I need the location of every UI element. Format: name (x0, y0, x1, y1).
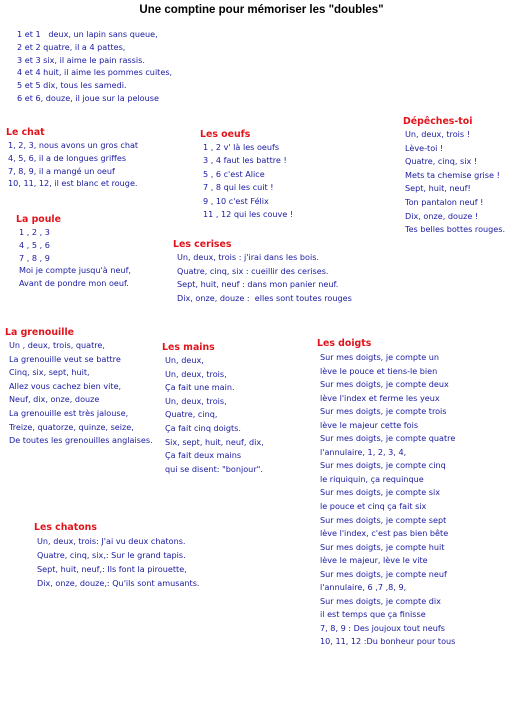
poem-line: Sept, huit, neuf : dans mon panier neuf. (177, 279, 339, 290)
poem-line: Quatre, cinq, six,: Sur le grand tapis. (37, 550, 186, 560)
poem-depeches-toi (400, 115, 505, 237)
poem-line: Quatre, cinq, (165, 409, 218, 420)
poem-line: Dix, onze, douze ! (405, 210, 479, 221)
poem-line: Sur mes doigts, je compte neuf (320, 568, 447, 579)
poem-les-cerises (173, 238, 352, 306)
poem-line: Avant de pondre mon oeuf. (19, 278, 129, 289)
poem-line: 1 et 1 deux, un lapin sans queue, (17, 29, 158, 39)
poem-line: 3 , 4 faut les battre ! (203, 155, 287, 166)
poem-heading: Les mains (162, 342, 215, 353)
poem-line: 4 , 5 , 6 (19, 239, 50, 250)
poem-heading: Dépêches-toi (403, 116, 473, 127)
poem-line: l'annulaire, 1, 2, 3, 4, (320, 446, 407, 457)
poem-line: Un, deux, (165, 355, 204, 365)
poem-les-doigts (317, 337, 455, 649)
poem-line: Sept, huit, neuf! (405, 183, 471, 194)
poem-line: Ça fait cinq doigts. (165, 422, 241, 433)
poem-line: 1, 2, 3, nous avons un gros chat (8, 140, 139, 150)
poem-les-chatons (34, 521, 200, 590)
poem-line: Moi je compte jusqu'à neuf, (19, 265, 131, 276)
poem-la-poule (16, 213, 131, 290)
poem-line: Sur mes doigts, je compte huit (320, 541, 445, 552)
poem-lines (8, 139, 138, 190)
poem-line: Sur mes doigts, je compte six (320, 487, 441, 498)
poem-line: Neuf, dix, onze, douze (9, 394, 100, 405)
poem-line: 9 , 10 c'est Félix (203, 195, 269, 206)
poem-line: 7 , 8 qui les cuit ! (203, 182, 274, 193)
poem-line: 7, 8, 9, il a mangé un oeuf (8, 165, 115, 176)
poem-les-mains (162, 341, 264, 476)
poem-line: le pouce et cinq ça fait six (320, 501, 427, 512)
poem-heading: La grenouille (5, 327, 75, 338)
poem-line: Treize, quatorze, quinze, seize, (9, 421, 134, 432)
poem-line: Sur mes doigts, je compte dix (320, 595, 441, 606)
poem-heading: Les chatons (34, 522, 97, 533)
poem-la-grenouille (5, 326, 153, 448)
poem-lines (9, 339, 153, 448)
poem-line: Un, deux, trois ! (405, 129, 470, 139)
poem-line: Quatre, cinq, six : cueillir des cerises. (177, 265, 329, 276)
poem-line: 6 et 6, douze, il joue sur la pelouse (17, 92, 159, 103)
poem-heading: Les oeufs (200, 129, 251, 140)
poem-line: La grenouille est très jalouse, (9, 407, 129, 418)
poem-line: 3 et 3 six, il aime le pain rassis. (17, 54, 145, 65)
poem-le-chat (6, 126, 138, 190)
poem-line: Sur mes doigts, je compte sept (320, 514, 447, 525)
poem-line: lève l'index, c'est pas bien bête (320, 528, 449, 539)
poem-line: lève le pouce et tiens-le bien (320, 365, 438, 376)
poem-line: Tes belles bottes rouges. (405, 224, 506, 235)
poem-line: le riquiquin, ça requinque (320, 473, 424, 484)
poem-line: Lève-toi ! (405, 142, 444, 153)
intro-lines (17, 28, 172, 105)
poem-heading: La poule (16, 214, 61, 225)
poem-line: 11 , 12 qui les couve ! (203, 209, 294, 220)
poem-line: Un, deux, trois, (165, 368, 227, 379)
poem-lines (405, 128, 505, 237)
poem-line: Sur mes doigts, je compte deux (320, 379, 449, 390)
poem-line: Sur mes doigts, je compte un (320, 352, 440, 362)
poem-lines (177, 251, 352, 306)
poem-line: Ça fait deux mains (165, 450, 242, 461)
poem-lines (203, 141, 293, 221)
poem-line: Un, deux, trois, (165, 395, 227, 406)
poem-line: lève l'index et ferme les yeux (320, 392, 440, 403)
poem-heading: Les doigts (317, 338, 372, 349)
poem-line: Sept, huit, neuf,: Ils font la pirouette, (37, 564, 187, 574)
intro-block (17, 28, 172, 105)
page-title: Une comptine pour mémoriser les "doubles" (139, 4, 384, 16)
poem-line: Mets ta chemise grise ! (405, 169, 500, 180)
poem-line: 4 et 4 huit, il aime les pommes cuites, (17, 67, 173, 78)
poem-line: De toutes les grenouilles anglaises. (9, 435, 153, 446)
poem-line: Un , deux, trois, quatre, (9, 340, 105, 350)
poem-line: 1 , 2 v' là les oeufs (203, 142, 280, 152)
poem-line: 5 et 5 dix, tous les samedi. (17, 80, 127, 91)
poem-line: l'annulaire, 6 ,7 ,8, 9, (320, 582, 407, 593)
poem-line: Un, deux, trois: J'ai vu deux chatons. (37, 536, 186, 546)
poem-lines (19, 226, 131, 290)
poem-line: 5 , 6 c'est Alice (203, 168, 265, 179)
poem-line: La grenouille veut se battre (9, 353, 121, 364)
poem-line: Sur mes doigts, je compte trois (320, 406, 447, 417)
poem-line: Cinq, six, sept, huit, (9, 367, 90, 378)
poem-line: Sur mes doigts, je compte quatre (320, 433, 456, 444)
poem-line: Ton pantalon neuf ! (405, 196, 484, 207)
poem-lines (320, 351, 455, 649)
poem-line: Six, sept, huit, neuf, dix, (165, 436, 264, 447)
poem-line: 10, 11, 12 :Du bonheur pour tous (320, 636, 456, 647)
poem-les-oeufs (200, 128, 293, 221)
poem-line: Sur mes doigts, je compte cinq (320, 460, 446, 471)
poem-line: 1 , 2 , 3 (19, 227, 50, 237)
poem-line: Dix, onze, douze,: Qu'ils sont amusants. (37, 578, 200, 588)
poem-line: Ça fait une main. (165, 382, 235, 393)
poem-line: 7 , 8 , 9 (19, 252, 50, 263)
poem-heading: Le chat (6, 127, 45, 138)
poem-line: qui se disent: "bonjour". (165, 463, 263, 474)
poem-line: Un, deux, trois : j'irai dans les bois. (177, 252, 319, 262)
poem-line: 10, 11, 12, il est blanc et rouge. (8, 178, 138, 189)
poem-line: Quatre, cinq, six ! (405, 156, 478, 167)
poem-line: lève le majeur cette fois (320, 419, 419, 430)
poem-line: il est temps que ça finisse (320, 609, 426, 620)
poem-line: 7, 8, 9 : Des joujoux tout neufs (320, 622, 445, 633)
poem-line: Allez vous cachez bien vite, (9, 380, 122, 391)
poem-heading: Les cerises (173, 239, 232, 250)
poem-line: Dix, onze, douze : elles sont toutes rouges (177, 293, 352, 304)
poem-line: lève le majeur, lève le vite (320, 555, 428, 566)
poem-lines (165, 354, 264, 476)
poem-line: 2 et 2 quatre, il a 4 pattes, (17, 41, 126, 52)
poem-lines (37, 534, 200, 590)
poem-line: 4, 5, 6, il a de longues griffes (8, 152, 127, 163)
